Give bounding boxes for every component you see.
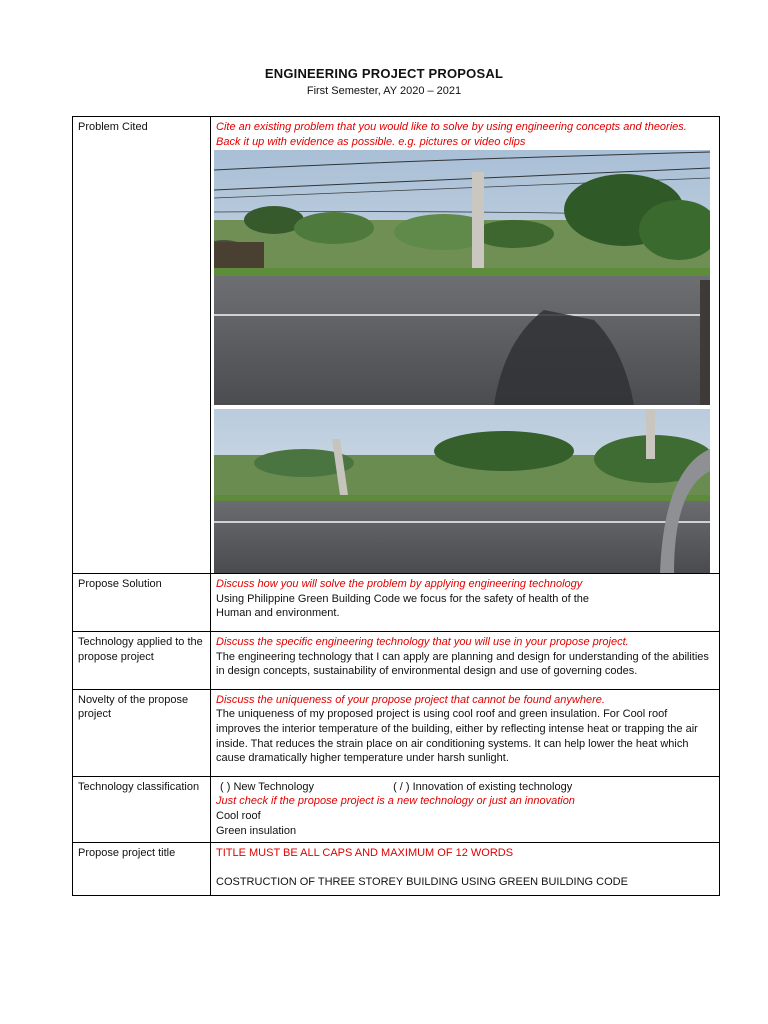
novelty-row bbox=[73, 689, 720, 776]
novelty-cell bbox=[211, 689, 720, 776]
problem-cell bbox=[211, 117, 720, 574]
classification-cell bbox=[211, 776, 720, 842]
classification-label: Technology classification bbox=[73, 776, 211, 842]
solution-answer-line1: Using Philippine Green Building Code we focus for the safety of health of the bbox=[216, 592, 590, 605]
problem-row bbox=[73, 117, 720, 574]
technology-row bbox=[73, 631, 720, 689]
novelty-instruction: Discuss the uniqueness of your propose project that cannot be found anywhere. bbox=[216, 693, 605, 706]
innovation-option[interactable]: ( / ) Innovation of existing technology bbox=[393, 780, 573, 793]
technology-answer: The engineering technology that I can apply are planning and design for understanding of the abilities in design concepts, sustainability of environmental design and use of governing codes. bbox=[216, 650, 709, 678]
roadside-photo-2 bbox=[214, 409, 710, 573]
title-row bbox=[73, 843, 720, 896]
project-title-instruction: TITLE MUST BE ALL CAPS AND MAXIMUM OF 12 WORDS bbox=[216, 847, 514, 860]
document-title: ENGINEERING PROJECT PROPOSAL bbox=[264, 66, 504, 81]
technology-cell bbox=[211, 631, 720, 689]
novelty-answer: The uniqueness of my proposed project is using cool roof and green insulation. For Cool roof improves the interior temperature of the building, either by reflecting intense heat or trapping the air inside. That reduces the strain place on air conditioning systems. It can help lower the heat which cause dramatically higher temperature under harsh sunlight. bbox=[216, 708, 698, 765]
technology-label: Technology applied to the propose project bbox=[73, 631, 211, 689]
solution-cell bbox=[211, 574, 720, 632]
solution-label: Propose Solution bbox=[73, 574, 211, 632]
problem-instruction: Cite an existing problem that you would like to solve by using engineering concepts and theories. Back it up with evidence as possible. e.g. pictures or video clips bbox=[216, 121, 687, 148]
novelty-label: Novelty of the propose project bbox=[73, 689, 211, 776]
technology-instruction: Discuss the specific engineering technology that you will use in your propose project. bbox=[216, 635, 629, 648]
project-title-label: Propose project title bbox=[73, 843, 211, 896]
project-title-cell bbox=[211, 843, 720, 896]
document-subtitle: First Semester, AY 2020 – 2021 bbox=[306, 85, 462, 97]
classification-instruction: Just check if the propose project is a new technology or just an innovation bbox=[216, 795, 575, 808]
classification-row bbox=[73, 776, 720, 842]
classification-answer-line2: Green insulation bbox=[216, 824, 297, 837]
roadside-photo-1 bbox=[214, 150, 710, 405]
proposal-table bbox=[72, 116, 720, 896]
problem-label: Problem Cited bbox=[73, 117, 211, 574]
solution-row bbox=[73, 574, 720, 632]
project-title-answer: COSTRUCTION OF THREE STOREY BUILDING USING GREEN BUILDING CODE bbox=[216, 875, 628, 888]
solution-answer-line2: Human and environment. bbox=[216, 607, 340, 620]
new-technology-option[interactable]: ( ) New Technology bbox=[220, 780, 314, 793]
classification-answer-line1: Cool roof bbox=[216, 809, 261, 822]
solution-instruction: Discuss how you will solve the problem by applying engineering technology bbox=[216, 578, 583, 591]
